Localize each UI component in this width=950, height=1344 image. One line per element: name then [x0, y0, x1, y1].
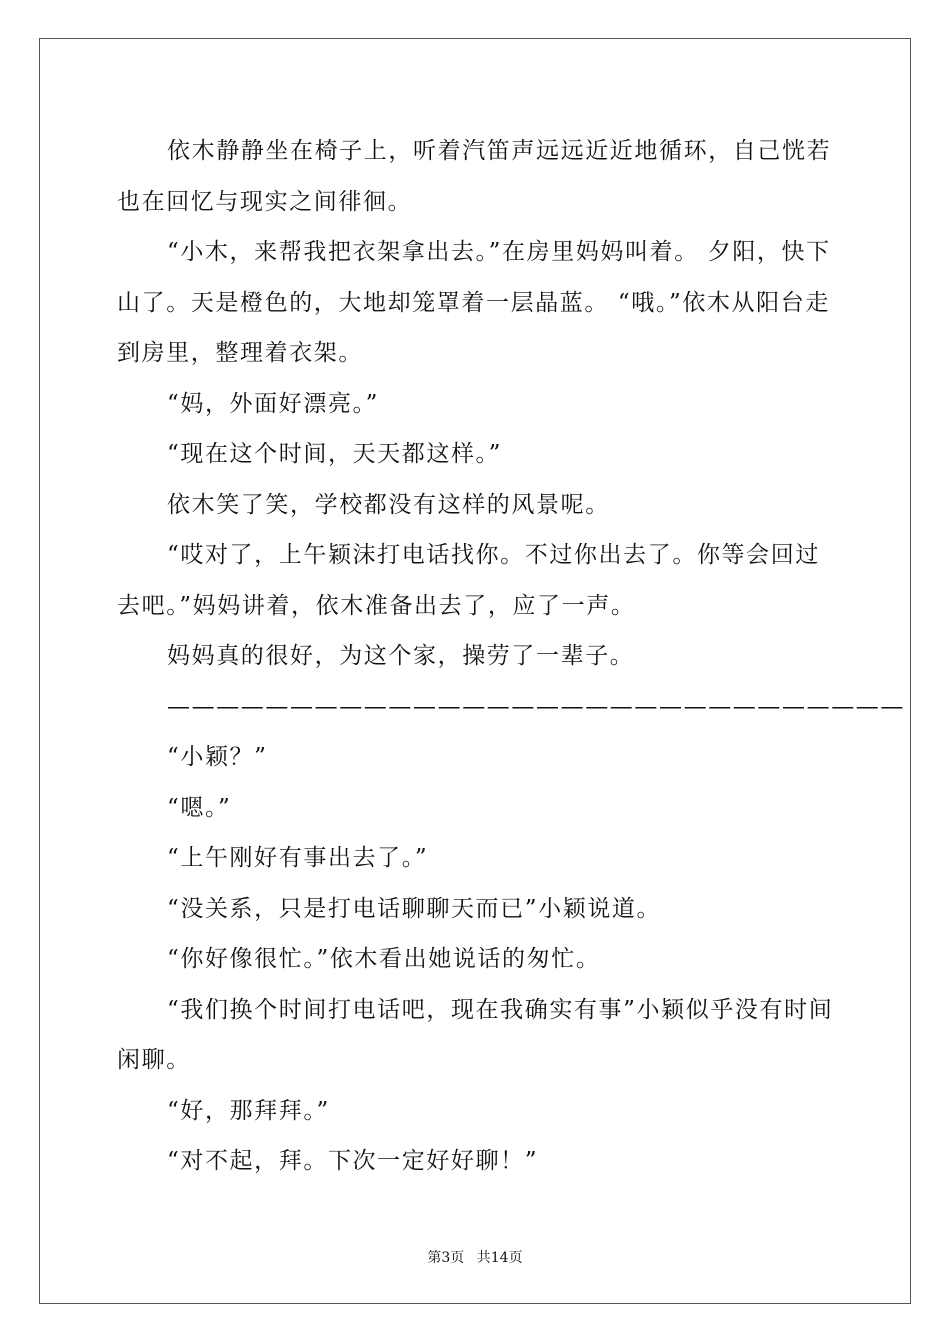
paragraph-13: “我们换个时间打电话吧，现在我确实有事”小颖似乎没有时间闲聊。 [117, 996, 834, 1073]
paragraph-12: “你好像很忙。”依木看出她说话的匆忙。 [167, 946, 601, 972]
paragraph-8: “小颖？” [167, 744, 268, 770]
paragraph-10: “上午刚好有事出去了。” [167, 845, 429, 871]
page-number: 第3页 [427, 1250, 465, 1266]
paragraph-6: “哎对了，上午颖沫打电话找你。不过你出去了。你等会回过去吧。”妈妈讲着，依木准备出去了，应了一声。 [117, 542, 820, 619]
paragraph-1: 依木静静坐在椅子上，听着汽笛声远远近近地循环，自己恍若也在回忆与现实之间徘徊。 [117, 138, 832, 215]
paragraph-2: “小木，来帮我把衣架拿出去。”在房里妈妈叫着。 夕阳，快下山了。天是橙色的，大地却笼罩着一层晶蓝。 “哦。”依木从阳台走到房里，整理着衣架。 [117, 239, 831, 366]
paragraph-7: 妈妈真的很好，为这个家，操劳了一辈子。 [167, 643, 635, 669]
page-footer [0, 1247, 950, 1267]
paragraph-14: “好，那拜拜。” [167, 1097, 330, 1124]
paragraph-3: “妈，外面好漂亮。” [167, 390, 380, 417]
section-divider: —————————————————————————————— [167, 693, 905, 720]
page-total: 共14页 [476, 1250, 523, 1266]
paragraph-15: “对不起，拜。下次一定好好聊！” [167, 1148, 539, 1174]
paragraph-5: 依木笑了笑，学校都没有这样的风景呢。 [167, 491, 610, 518]
document-body [117, 126, 905, 1187]
paragraph-9: “嗯。” [167, 794, 232, 821]
paragraph-11: “没关系，只是打电话聊聊天而已”小颖说道。 [167, 895, 662, 922]
paragraph-4: “现在这个时间，天天都这样。” [167, 441, 503, 467]
